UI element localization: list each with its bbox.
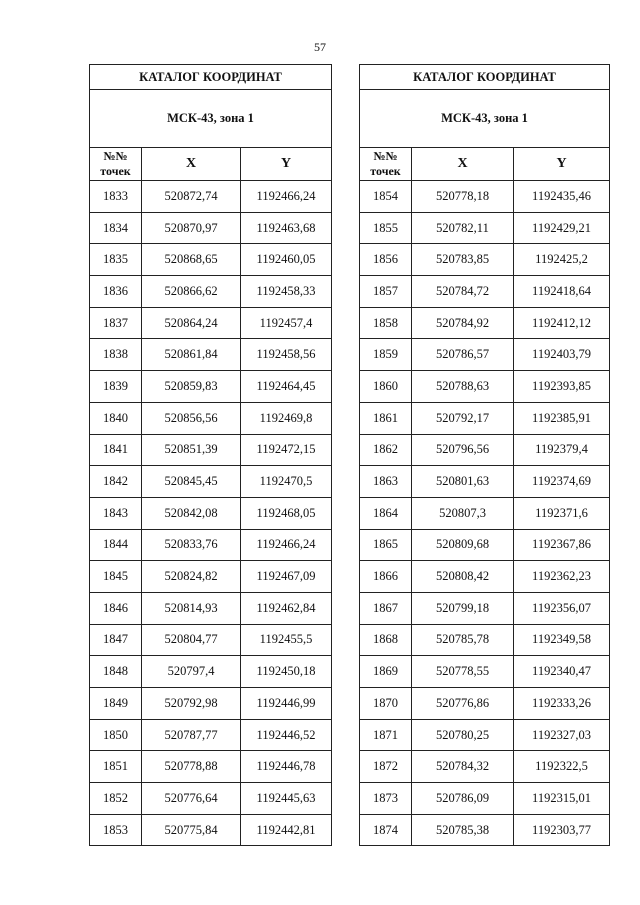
y-coordinate-cell: 1192403,79 <box>514 339 610 371</box>
table-row <box>360 212 610 244</box>
x-coordinate-cell: 520799,18 <box>412 592 514 624</box>
point-number-cell: 1852 <box>90 783 142 815</box>
catalog-title: КАТАЛОГ КООРДИНАТ <box>360 65 610 90</box>
y-coordinate-cell: 1192450,18 <box>241 656 332 688</box>
x-coordinate-cell: 520804,77 <box>142 624 241 656</box>
x-coordinate-cell: 520808,42 <box>412 561 514 593</box>
y-coordinate-cell: 1192446,78 <box>241 751 332 783</box>
x-coordinate-cell: 520784,92 <box>412 307 514 339</box>
x-coordinate-cell: 520778,55 <box>412 656 514 688</box>
table-row <box>360 497 610 529</box>
x-coordinate-cell: 520851,39 <box>142 434 241 466</box>
x-coordinate-cell: 520797,4 <box>142 656 241 688</box>
y-coordinate-cell: 1192468,05 <box>241 497 332 529</box>
x-coordinate-cell: 520814,93 <box>142 592 241 624</box>
x-coordinate-cell: 520866,62 <box>142 276 241 308</box>
point-number-cell: 1836 <box>90 276 142 308</box>
table-row <box>360 371 610 403</box>
table-row <box>90 244 332 276</box>
table-row <box>90 276 332 308</box>
point-number-cell: 1871 <box>360 719 412 751</box>
table-row <box>90 307 332 339</box>
x-coordinate-cell: 520780,25 <box>412 719 514 751</box>
y-coordinate-cell: 1192466,24 <box>241 181 332 213</box>
y-coordinate-cell: 1192374,69 <box>514 466 610 498</box>
column-header-point-number: №№ точек <box>360 148 412 181</box>
table-row <box>360 561 610 593</box>
y-coordinate-cell: 1192429,21 <box>514 212 610 244</box>
x-coordinate-cell: 520864,24 <box>142 307 241 339</box>
point-number-cell: 1861 <box>360 402 412 434</box>
point-number-cell: 1834 <box>90 212 142 244</box>
column-header-y: Y <box>514 148 610 181</box>
point-number-cell: 1855 <box>360 212 412 244</box>
point-number-cell: 1854 <box>360 181 412 213</box>
x-coordinate-cell: 520778,88 <box>142 751 241 783</box>
point-number-cell: 1859 <box>360 339 412 371</box>
table-row <box>90 592 332 624</box>
y-coordinate-cell: 1192367,86 <box>514 529 610 561</box>
point-number-cell: 1853 <box>90 814 142 846</box>
x-coordinate-cell: 520792,98 <box>142 688 241 720</box>
table-row <box>360 181 610 213</box>
table-row <box>90 339 332 371</box>
table-row <box>360 719 610 751</box>
table-row <box>90 624 332 656</box>
column-header-x: X <box>412 148 514 181</box>
y-coordinate-cell: 1192455,5 <box>241 624 332 656</box>
x-coordinate-cell: 520786,57 <box>412 339 514 371</box>
point-number-cell: 1867 <box>360 592 412 624</box>
point-number-cell: 1862 <box>360 434 412 466</box>
y-coordinate-cell: 1192356,07 <box>514 592 610 624</box>
x-coordinate-cell: 520845,45 <box>142 466 241 498</box>
x-coordinate-cell: 520786,09 <box>412 783 514 815</box>
table-row <box>90 371 332 403</box>
x-coordinate-cell: 520784,72 <box>412 276 514 308</box>
point-number-cell: 1868 <box>360 624 412 656</box>
table-row <box>360 624 610 656</box>
y-coordinate-cell: 1192435,46 <box>514 181 610 213</box>
y-coordinate-cell: 1192469,8 <box>241 402 332 434</box>
y-coordinate-cell: 1192349,58 <box>514 624 610 656</box>
point-number-cell: 1840 <box>90 402 142 434</box>
point-number-cell: 1848 <box>90 656 142 688</box>
point-number-cell: 1856 <box>360 244 412 276</box>
coordinate-system-label: МСК-43, зона 1 <box>360 90 610 148</box>
y-coordinate-cell: 1192466,24 <box>241 529 332 561</box>
y-coordinate-cell: 1192472,15 <box>241 434 332 466</box>
y-coordinate-cell: 1192446,99 <box>241 688 332 720</box>
table-row <box>90 751 332 783</box>
y-coordinate-cell: 1192445,63 <box>241 783 332 815</box>
point-number-cell: 1864 <box>360 497 412 529</box>
x-coordinate-cell: 520783,85 <box>412 244 514 276</box>
y-coordinate-cell: 1192458,33 <box>241 276 332 308</box>
table-row <box>360 688 610 720</box>
y-coordinate-cell: 1192412,12 <box>514 307 610 339</box>
y-coordinate-cell: 1192470,5 <box>241 466 332 498</box>
table-row <box>360 814 610 846</box>
x-coordinate-cell: 520801,63 <box>412 466 514 498</box>
point-number-cell: 1858 <box>360 307 412 339</box>
table-row <box>360 307 610 339</box>
x-coordinate-cell: 520870,97 <box>142 212 241 244</box>
x-coordinate-cell: 520785,78 <box>412 624 514 656</box>
table-row <box>360 434 610 466</box>
x-coordinate-cell: 520788,63 <box>412 371 514 403</box>
point-number-cell: 1841 <box>90 434 142 466</box>
table-row <box>90 212 332 244</box>
y-coordinate-cell: 1192315,01 <box>514 783 610 815</box>
y-coordinate-cell: 1192322,5 <box>514 751 610 783</box>
point-number-cell: 1860 <box>360 371 412 403</box>
y-coordinate-cell: 1192462,84 <box>241 592 332 624</box>
point-number-cell: 1833 <box>90 181 142 213</box>
point-number-cell: 1849 <box>90 688 142 720</box>
y-coordinate-cell: 1192457,4 <box>241 307 332 339</box>
table-row <box>360 751 610 783</box>
table-row <box>90 402 332 434</box>
y-coordinate-cell: 1192303,77 <box>514 814 610 846</box>
x-coordinate-cell: 520824,82 <box>142 561 241 593</box>
point-number-cell: 1843 <box>90 497 142 529</box>
x-coordinate-cell: 520833,76 <box>142 529 241 561</box>
x-coordinate-cell: 520776,86 <box>412 688 514 720</box>
x-coordinate-cell: 520778,18 <box>412 181 514 213</box>
table-row <box>90 656 332 688</box>
point-number-cell: 1838 <box>90 339 142 371</box>
y-coordinate-cell: 1192460,05 <box>241 244 332 276</box>
y-coordinate-cell: 1192362,23 <box>514 561 610 593</box>
point-number-cell: 1839 <box>90 371 142 403</box>
x-coordinate-cell: 520796,56 <box>412 434 514 466</box>
y-coordinate-cell: 1192340,47 <box>514 656 610 688</box>
x-coordinate-cell: 520785,38 <box>412 814 514 846</box>
table-row <box>360 529 610 561</box>
y-coordinate-cell: 1192385,91 <box>514 402 610 434</box>
table-row <box>90 434 332 466</box>
table-row <box>360 466 610 498</box>
table-row <box>90 783 332 815</box>
coordinate-system-label: МСК-43, зона 1 <box>90 90 332 148</box>
table-row <box>90 497 332 529</box>
x-coordinate-cell: 520861,84 <box>142 339 241 371</box>
x-coordinate-cell: 520868,65 <box>142 244 241 276</box>
table-row <box>360 783 610 815</box>
x-coordinate-cell: 520792,17 <box>412 402 514 434</box>
y-coordinate-cell: 1192467,09 <box>241 561 332 593</box>
table-row <box>360 339 610 371</box>
point-number-cell: 1846 <box>90 592 142 624</box>
point-number-cell: 1835 <box>90 244 142 276</box>
coordinate-catalog-right <box>359 64 610 846</box>
table-row <box>360 656 610 688</box>
catalog-title: КАТАЛОГ КООРДИНАТ <box>90 65 332 90</box>
y-coordinate-cell: 1192464,45 <box>241 371 332 403</box>
point-number-cell: 1872 <box>360 751 412 783</box>
coordinate-catalog-left <box>89 64 332 846</box>
point-number-cell: 1845 <box>90 561 142 593</box>
y-coordinate-cell: 1192327,03 <box>514 719 610 751</box>
y-coordinate-cell: 1192393,85 <box>514 371 610 403</box>
point-number-cell: 1874 <box>360 814 412 846</box>
point-number-cell: 1857 <box>360 276 412 308</box>
point-number-cell: 1850 <box>90 719 142 751</box>
page-number: 57 <box>314 40 326 54</box>
x-coordinate-cell: 520872,74 <box>142 181 241 213</box>
x-coordinate-cell: 520776,64 <box>142 783 241 815</box>
point-number-cell: 1866 <box>360 561 412 593</box>
column-header-y: Y <box>241 148 332 181</box>
point-number-cell: 1870 <box>360 688 412 720</box>
x-coordinate-cell: 520856,56 <box>142 402 241 434</box>
x-coordinate-cell: 520775,84 <box>142 814 241 846</box>
y-coordinate-cell: 1192463,68 <box>241 212 332 244</box>
y-coordinate-cell: 1192333,26 <box>514 688 610 720</box>
table-row <box>360 244 610 276</box>
point-number-cell: 1851 <box>90 751 142 783</box>
point-number-cell: 1873 <box>360 783 412 815</box>
column-header-point-number: №№ точек <box>90 148 142 181</box>
table-row <box>90 466 332 498</box>
point-number-cell: 1863 <box>360 466 412 498</box>
y-coordinate-cell: 1192418,64 <box>514 276 610 308</box>
table-row <box>90 529 332 561</box>
table-row <box>360 402 610 434</box>
table-row <box>360 592 610 624</box>
y-coordinate-cell: 1192458,56 <box>241 339 332 371</box>
x-coordinate-cell: 520784,32 <box>412 751 514 783</box>
x-coordinate-cell: 520859,83 <box>142 371 241 403</box>
point-number-cell: 1837 <box>90 307 142 339</box>
x-coordinate-cell: 520807,3 <box>412 497 514 529</box>
table-row <box>360 276 610 308</box>
point-number-cell: 1844 <box>90 529 142 561</box>
point-number-cell: 1847 <box>90 624 142 656</box>
table-row <box>90 181 332 213</box>
table-row <box>90 561 332 593</box>
y-coordinate-cell: 1192446,52 <box>241 719 332 751</box>
y-coordinate-cell: 1192371,6 <box>514 497 610 529</box>
point-number-cell: 1842 <box>90 466 142 498</box>
y-coordinate-cell: 1192442,81 <box>241 814 332 846</box>
point-number-cell: 1869 <box>360 656 412 688</box>
x-coordinate-cell: 520787,77 <box>142 719 241 751</box>
point-number-cell: 1865 <box>360 529 412 561</box>
table-row <box>90 719 332 751</box>
y-coordinate-cell: 1192379,4 <box>514 434 610 466</box>
x-coordinate-cell: 520842,08 <box>142 497 241 529</box>
x-coordinate-cell: 520809,68 <box>412 529 514 561</box>
x-coordinate-cell: 520782,11 <box>412 212 514 244</box>
column-header-x: X <box>142 148 241 181</box>
table-row <box>90 688 332 720</box>
y-coordinate-cell: 1192425,2 <box>514 244 610 276</box>
table-row <box>90 814 332 846</box>
